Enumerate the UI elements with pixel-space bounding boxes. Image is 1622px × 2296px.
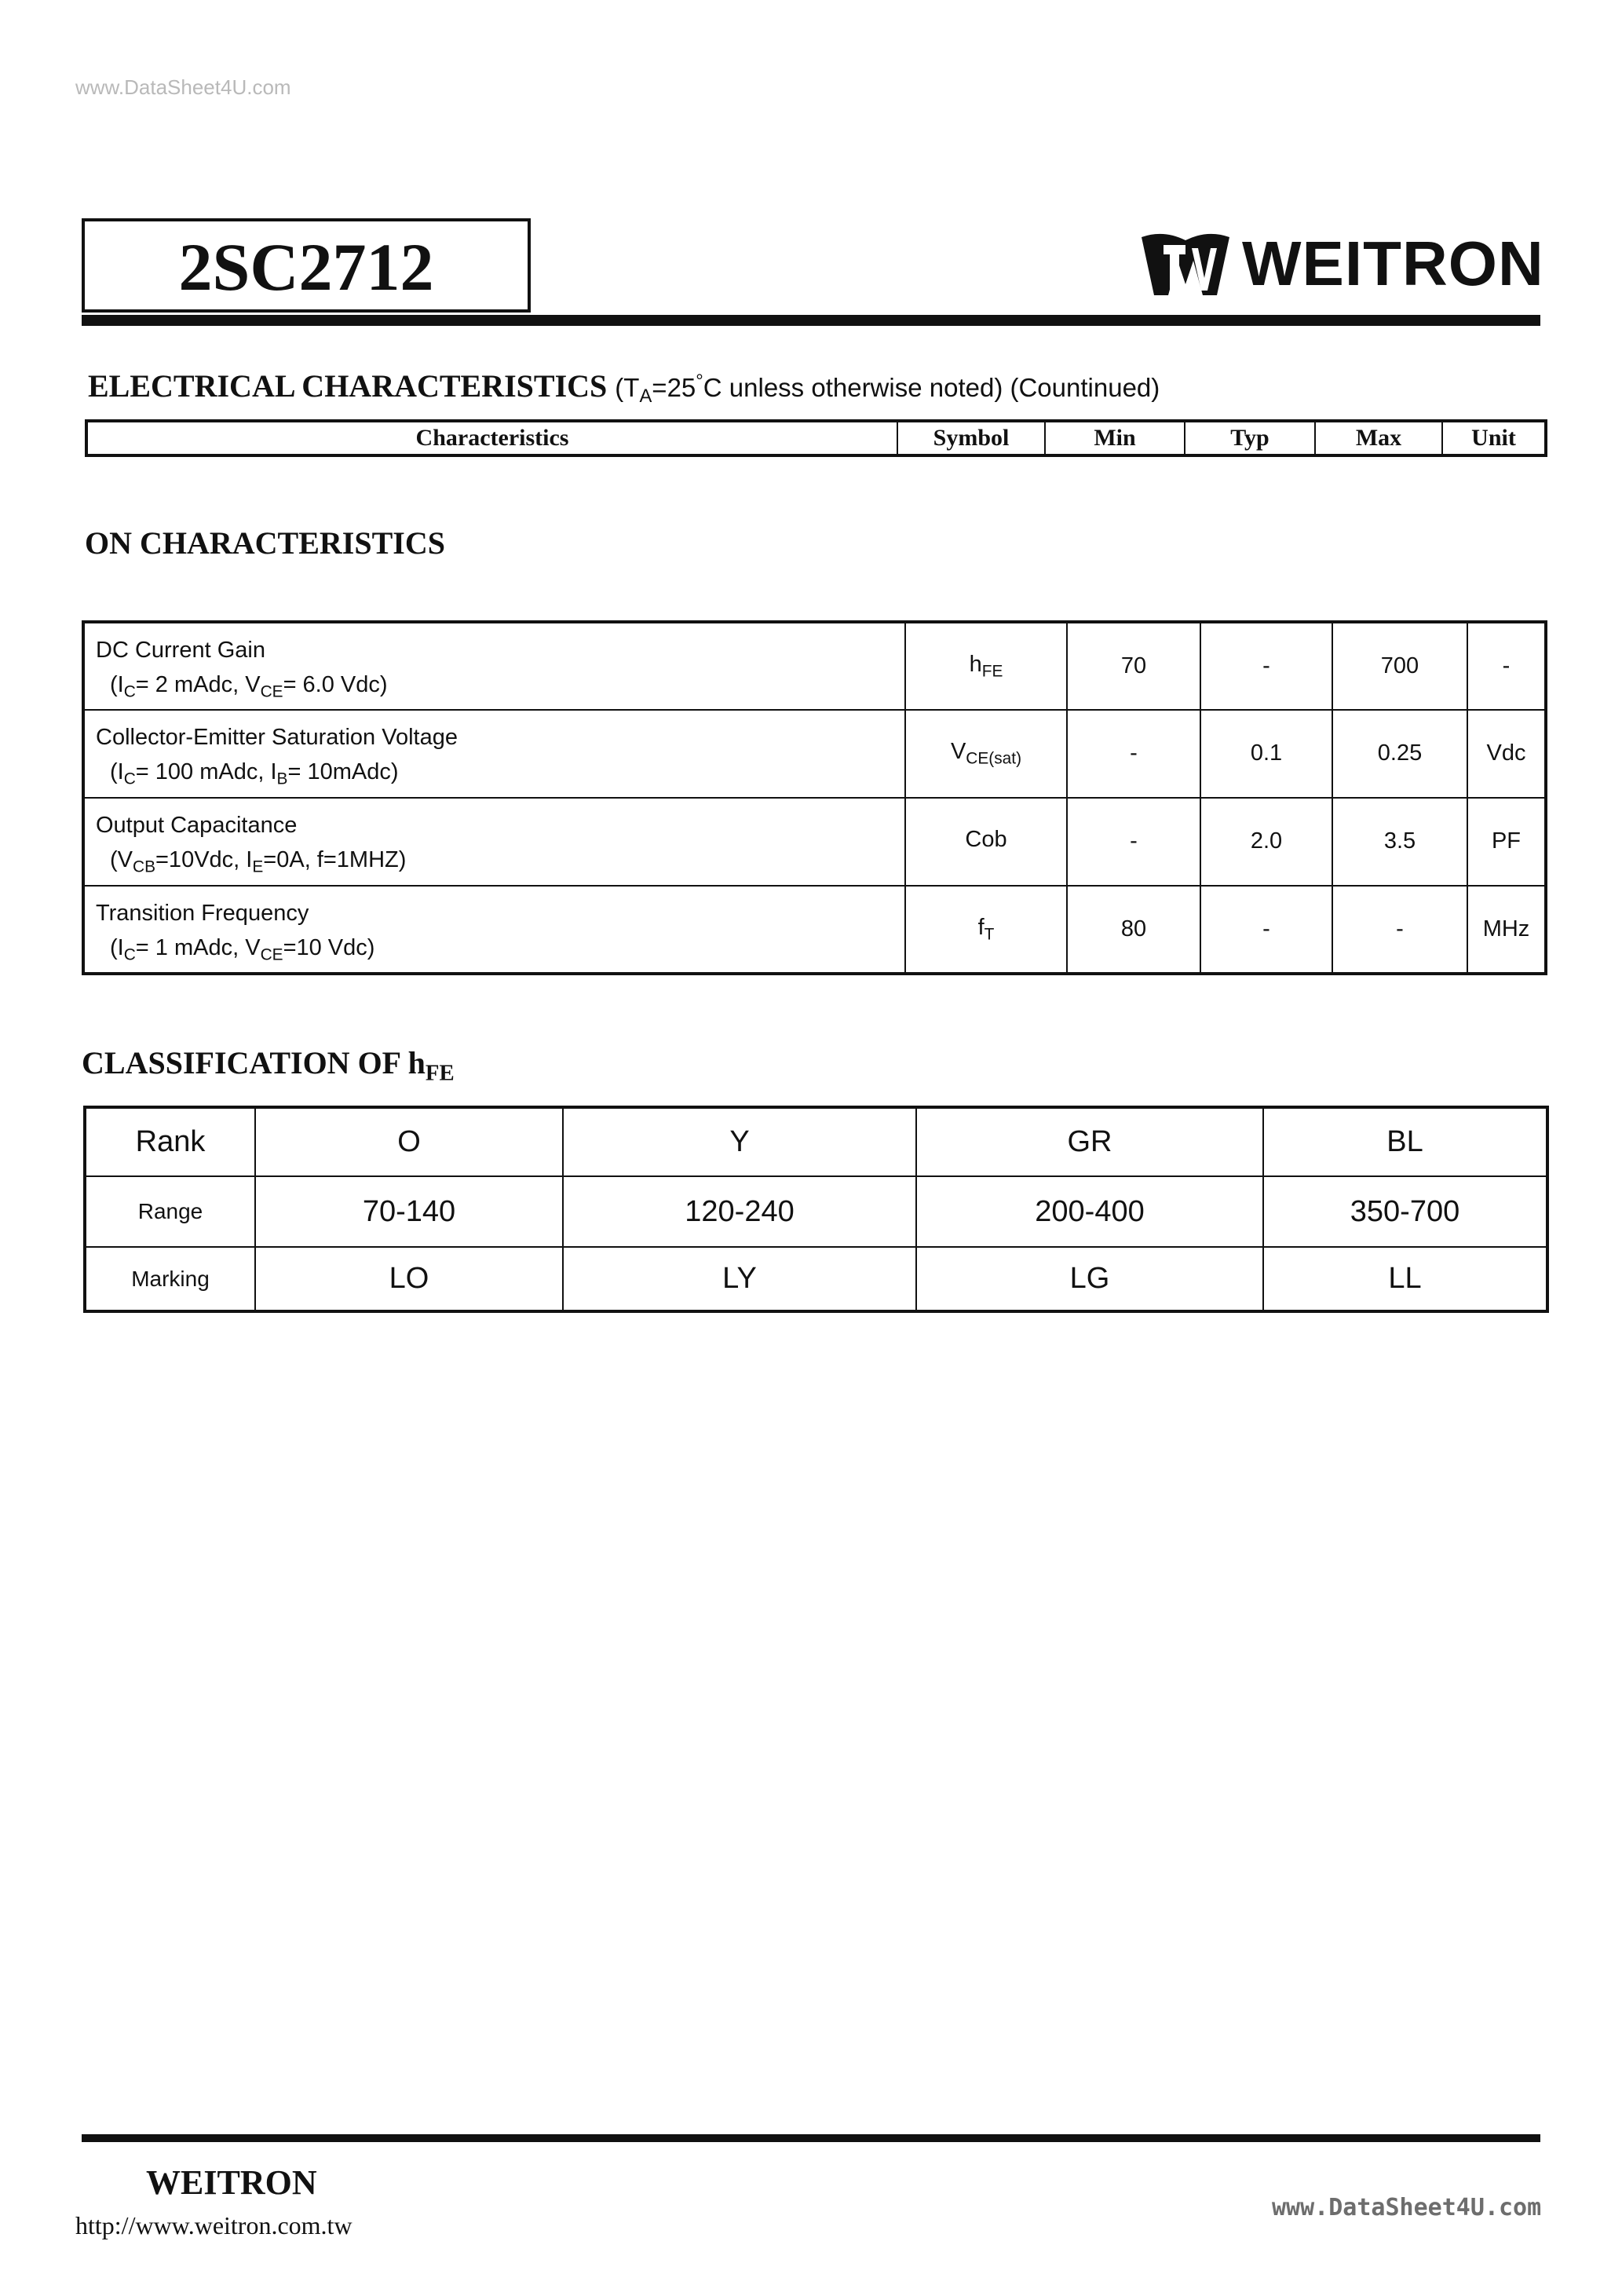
- rank-cell: O: [255, 1107, 563, 1176]
- characteristic-cell: [83, 710, 905, 797]
- footer-rule: [82, 2134, 1540, 2142]
- condition-text: (I: [110, 759, 124, 785]
- condition-subscript: CB: [133, 857, 155, 876]
- electrical-characteristics-title: [88, 367, 1160, 408]
- condition-text: = 100 mAdc, I: [135, 759, 277, 785]
- classification-table: [83, 1106, 1549, 1313]
- weitron-logo-icon: [1140, 229, 1231, 303]
- on-characteristics-table: [82, 620, 1547, 975]
- col-max: Max: [1315, 421, 1442, 455]
- range-cell: 120-240: [563, 1176, 916, 1247]
- test-condition: [96, 843, 904, 884]
- footer-url-link[interactable]: http://www.weitron.com.tw: [75, 2211, 353, 2239]
- cond-suffix: C unless otherwise noted) (Countinued): [703, 373, 1160, 402]
- footer-brand: WEITRON: [146, 2163, 317, 2202]
- condition-text: =10Vdc, I: [155, 846, 253, 872]
- col-characteristics: Characteristics: [415, 425, 569, 451]
- condition-subscript: CE: [260, 682, 283, 701]
- cond-degree: °: [696, 371, 703, 392]
- symbol-subscript: T: [984, 924, 995, 943]
- characteristic-name: DC Current Gain: [96, 638, 265, 663]
- cond-sub: A: [639, 386, 652, 408]
- classification-title-sub: FE: [425, 1060, 455, 1086]
- rank-cell: BL: [1263, 1107, 1547, 1176]
- typ-cell: -: [1200, 886, 1332, 974]
- typ-cell: -: [1200, 622, 1332, 710]
- electrical-title-text: ELECTRICAL CHARACTERISTICS: [88, 368, 608, 404]
- watermark-top: www.DataSheet4U.com: [75, 75, 291, 99]
- characteristic-name: Collector-Emitter Saturation Voltage: [96, 725, 458, 751]
- range-cell: 200-400: [916, 1176, 1263, 1247]
- max-cell: 0.25: [1332, 710, 1467, 797]
- symbol-subscript: FE: [981, 662, 1003, 681]
- typ-cell: 2.0: [1200, 798, 1332, 886]
- condition-text: (I: [110, 672, 124, 697]
- typ-cell: 0.1: [1200, 710, 1332, 797]
- range-label: Range: [85, 1176, 255, 1247]
- table-row: [83, 622, 1546, 710]
- rank-label: Rank: [85, 1107, 255, 1176]
- test-condition: [96, 930, 904, 972]
- symbol-cell: [905, 710, 1067, 797]
- symbol-main: V: [950, 739, 966, 765]
- condition-text: (V: [110, 846, 133, 872]
- on-characteristics-title: ON CHARACTERISTICS: [85, 525, 445, 561]
- range-cell: 70-140: [255, 1176, 563, 1247]
- symbol-cell: [905, 622, 1067, 710]
- condition-subscript: B: [276, 770, 288, 788]
- characteristic-cell: [83, 886, 905, 974]
- marking-cell: LG: [916, 1247, 1263, 1311]
- condition-subscript: C: [123, 682, 136, 701]
- electrical-conditions: [615, 371, 1160, 408]
- condition-text: (I: [110, 934, 124, 960]
- unit-cell: -: [1467, 622, 1546, 710]
- symbol-main: Cob: [965, 826, 1007, 852]
- unit-cell: PF: [1467, 798, 1546, 886]
- max-cell: 3.5: [1332, 798, 1467, 886]
- rank-cell: GR: [916, 1107, 1263, 1176]
- classification-title: [82, 1044, 455, 1087]
- marking-label: Marking: [85, 1247, 255, 1311]
- marking-cell: LL: [1263, 1247, 1547, 1311]
- condition-text: = 10mAdc): [287, 759, 399, 785]
- max-cell: 700: [1332, 622, 1467, 710]
- marking-cell: LO: [255, 1247, 563, 1311]
- table-row: [83, 886, 1546, 974]
- condition-text: = 2 mAdc, V: [135, 672, 261, 697]
- condition-text: =0A, f=1MHZ): [263, 846, 407, 872]
- table-row: [83, 798, 1546, 886]
- condition-text: = 6.0 Vdc): [283, 672, 388, 697]
- condition-subscript: E: [252, 857, 264, 876]
- condition-subscript: C: [123, 945, 136, 963]
- symbol-main: f: [977, 914, 985, 940]
- unit-cell: Vdc: [1467, 710, 1546, 797]
- min-cell: 70: [1067, 622, 1200, 710]
- characteristic-cell: [83, 798, 905, 886]
- min-cell: 80: [1067, 886, 1200, 974]
- test-condition: [96, 755, 904, 796]
- condition-subscript: CE: [260, 945, 283, 963]
- condition-text: =10 Vdc): [283, 934, 375, 960]
- condition-subscript: C: [123, 770, 136, 788]
- marking-cell: LY: [563, 1247, 916, 1311]
- symbol-cell: [905, 798, 1067, 886]
- min-cell: -: [1067, 710, 1200, 797]
- symbol-subscript: CE(sat): [966, 749, 1022, 768]
- col-unit: Unit: [1442, 421, 1546, 455]
- range-cell: 350-700: [1263, 1176, 1547, 1247]
- cond-mid: =25: [652, 373, 696, 402]
- footer-watermark: www.DataSheet4U.com: [1272, 2194, 1542, 2221]
- range-row: [85, 1176, 1547, 1247]
- brand-name: WEITRON: [1242, 229, 1544, 298]
- col-min: Min: [1045, 421, 1185, 455]
- rank-cell: Y: [563, 1107, 916, 1176]
- col-typ: Typ: [1185, 421, 1315, 455]
- rank-row: [85, 1107, 1547, 1176]
- marking-row: [85, 1247, 1547, 1311]
- characteristic-cell: [83, 622, 905, 710]
- condition-text: = 1 mAdc, V: [135, 934, 261, 960]
- min-cell: -: [1067, 798, 1200, 886]
- symbol-cell: [905, 886, 1067, 974]
- symbol-main: h: [969, 652, 982, 677]
- characteristic-name: Transition Frequency: [96, 900, 309, 926]
- column-header-table: [85, 419, 1547, 457]
- characteristic-name: Output Capacitance: [96, 812, 298, 838]
- part-number: 2SC2712: [178, 229, 434, 305]
- test-condition: [96, 667, 904, 709]
- unit-cell: MHz: [1467, 886, 1546, 974]
- table-row: [83, 710, 1546, 797]
- cond-prefix: (T: [615, 373, 640, 402]
- col-symbol: Symbol: [897, 421, 1045, 455]
- classification-title-main: CLASSIFICATION OF h: [82, 1045, 426, 1080]
- max-cell: -: [1332, 886, 1467, 974]
- header-rule: [82, 315, 1540, 326]
